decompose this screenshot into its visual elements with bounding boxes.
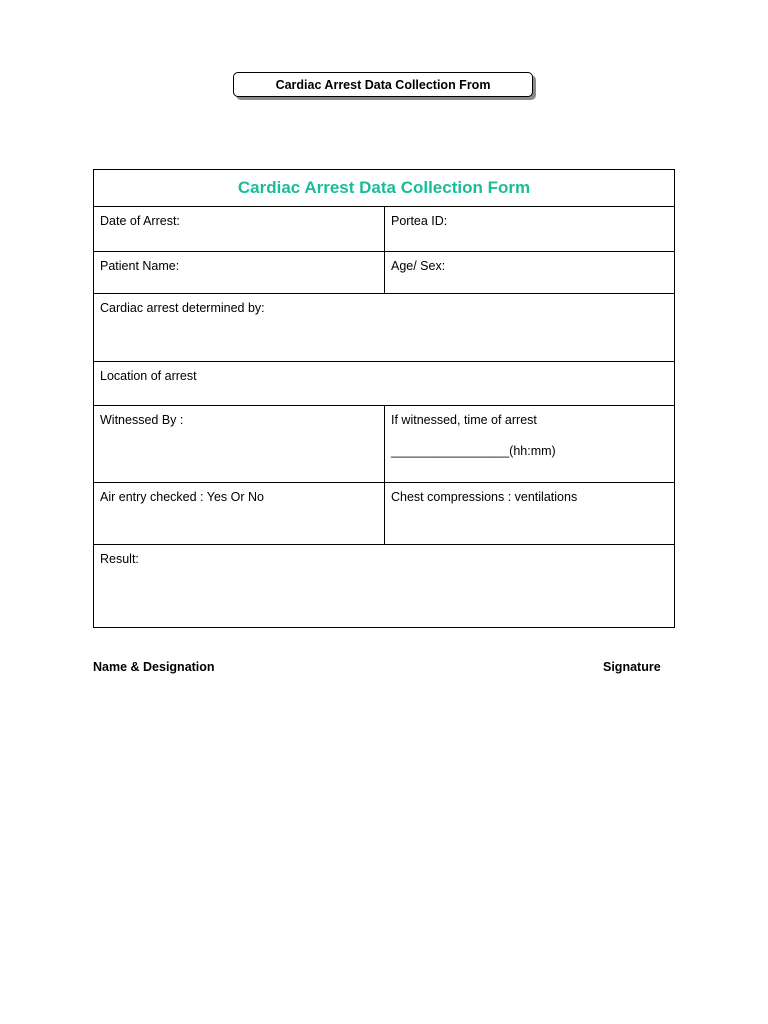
witnessed-time-field[interactable] <box>385 406 674 482</box>
form-row-air-entry <box>94 482 674 544</box>
air-entry-label: Air entry checked : Yes Or No <box>100 490 264 504</box>
form-title-row <box>94 170 674 206</box>
result-field[interactable] <box>94 545 674 627</box>
document-header-label: Cardiac Arrest Data Collection From <box>275 77 491 92</box>
result-label: Result: <box>100 552 139 566</box>
patient-name-label: Patient Name: <box>100 259 180 273</box>
document-header-box <box>233 72 533 97</box>
patient-name-field[interactable] <box>94 252 385 293</box>
portea-id-field[interactable] <box>385 207 674 251</box>
determined-by-label: Cardiac arrest determined by: <box>100 301 265 315</box>
form-row-date-id <box>94 206 674 251</box>
witnessed-by-label: Witnessed By : <box>100 413 184 427</box>
witnessed-time-blank: _________________(hh:mm) <box>391 444 556 458</box>
name-designation-label: Name & Designation <box>93 660 215 674</box>
determined-by-field[interactable] <box>94 294 674 361</box>
date-of-arrest-label: Date of Arrest: <box>100 214 180 228</box>
form-title: Cardiac Arrest Data Collection Form <box>237 178 531 197</box>
form-row-witnessed <box>94 405 674 482</box>
chest-compressions-field[interactable] <box>385 483 674 544</box>
age-sex-field[interactable] <box>385 252 674 293</box>
form-row-location <box>94 361 674 405</box>
witnessed-time-label: If witnessed, time of arrest <box>391 413 537 427</box>
form-row-result <box>94 544 674 627</box>
signature-label: Signature <box>603 660 661 674</box>
date-of-arrest-field[interactable] <box>94 207 385 251</box>
location-field[interactable] <box>94 362 674 405</box>
portea-id-label: Portea ID: <box>391 214 448 228</box>
cardiac-arrest-form <box>93 169 675 628</box>
witnessed-by-field[interactable] <box>94 406 385 482</box>
age-sex-label: Age/ Sex: <box>391 259 446 273</box>
location-label: Location of arrest <box>100 369 197 383</box>
form-row-determined-by <box>94 293 674 361</box>
chest-compressions-label: Chest compressions : ventilations <box>391 490 578 504</box>
air-entry-field[interactable] <box>94 483 385 544</box>
form-row-patient <box>94 251 674 293</box>
